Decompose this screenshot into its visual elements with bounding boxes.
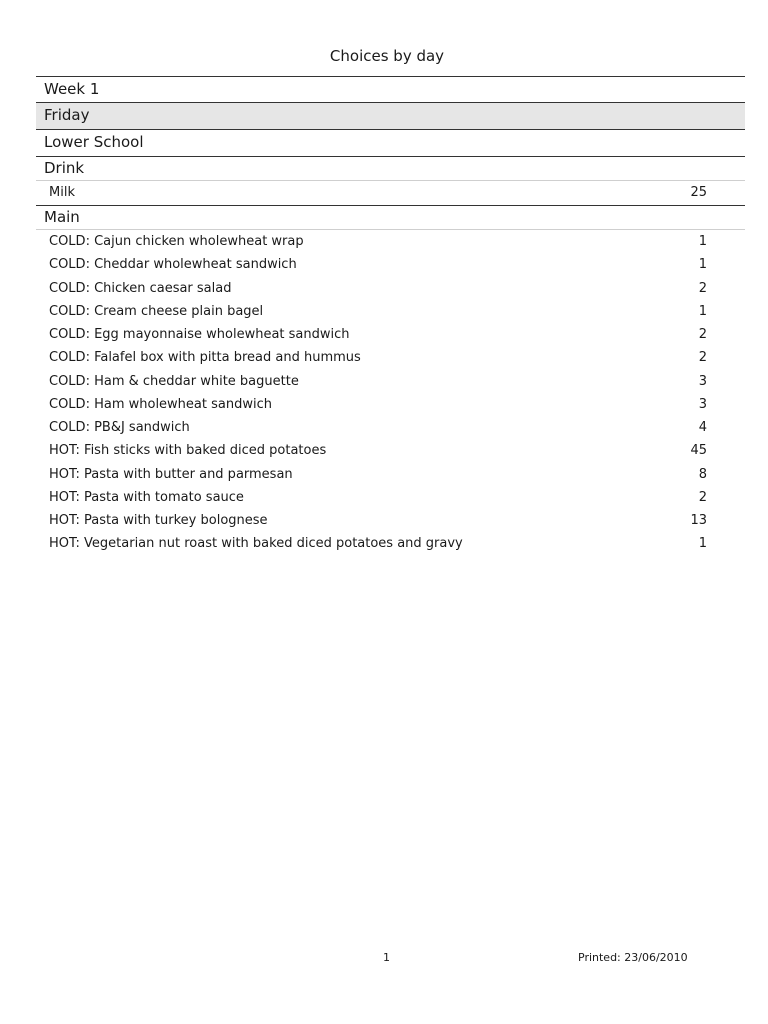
list-item	[36, 532, 745, 555]
item-name: HOT: Pasta with turkey bolognese	[49, 513, 268, 528]
item-count: 3	[698, 373, 707, 389]
list-item	[36, 370, 745, 393]
item-count: 1	[698, 257, 707, 273]
item-name: COLD: Ham wholewheat sandwich	[49, 396, 272, 412]
list-item	[36, 253, 745, 276]
item-name: COLD: Cheddar wholewheat sandwich	[49, 257, 297, 273]
category-header-drink: Drink	[36, 156, 745, 180]
item-count: 45	[690, 443, 707, 459]
item-count: 2	[698, 327, 707, 342]
item-count: 2	[698, 280, 707, 296]
item-name: HOT: Vegetarian nut roast with baked diced potatoes and gravy	[49, 536, 463, 552]
item-name: COLD: PB&J sandwich	[49, 420, 190, 435]
main-items	[36, 230, 745, 556]
list-item	[36, 300, 745, 323]
week-header: Week 1	[36, 76, 745, 102]
item-name: COLD: Falafel box with pitta bread and hummus	[49, 350, 361, 366]
item-name: COLD: Cajun chicken wholewheat wrap	[49, 234, 304, 249]
list-item	[36, 509, 745, 532]
item-name: COLD: Ham & cheddar white baguette	[49, 373, 299, 389]
item-name: Milk	[49, 185, 75, 200]
item-count: 13	[690, 513, 707, 528]
school-header: Lower School	[36, 129, 745, 156]
item-count: 25	[690, 185, 707, 200]
item-count: 8	[698, 466, 707, 482]
list-item	[36, 393, 745, 416]
page-number: 1	[383, 951, 390, 964]
report-title: Choices by day	[329, 47, 445, 65]
list-item	[36, 346, 745, 369]
item-count: 2	[698, 350, 707, 366]
item-count: 1	[698, 303, 707, 319]
item-name: HOT: Pasta with butter and parmesan	[49, 466, 293, 482]
item-name: HOT: Pasta with tomato sauce	[49, 489, 244, 505]
printed-date: Printed: 23/06/2010	[578, 951, 688, 964]
item-name: COLD: Cream cheese plain bagel	[49, 303, 264, 319]
item-name: COLD: Chicken caesar salad	[49, 280, 232, 296]
list-item	[36, 486, 745, 509]
list-item	[36, 277, 745, 300]
item-count: 1	[698, 234, 707, 249]
item-count: 3	[698, 396, 707, 412]
item-name: COLD: Egg mayonnaise wholewheat sandwich	[49, 327, 350, 342]
report-table	[36, 76, 745, 556]
list-item	[36, 463, 745, 486]
day-header: Friday	[36, 102, 745, 129]
item-count: 4	[698, 420, 707, 435]
list-item	[36, 439, 745, 462]
item-count: 2	[698, 489, 707, 505]
item-count: 1	[698, 536, 707, 552]
item-name: HOT: Fish sticks with baked diced potatoes	[49, 443, 327, 459]
list-item	[36, 230, 745, 253]
list-item	[36, 181, 745, 205]
list-item	[36, 323, 745, 346]
list-item	[36, 416, 745, 439]
category-header-main: Main	[36, 205, 745, 229]
